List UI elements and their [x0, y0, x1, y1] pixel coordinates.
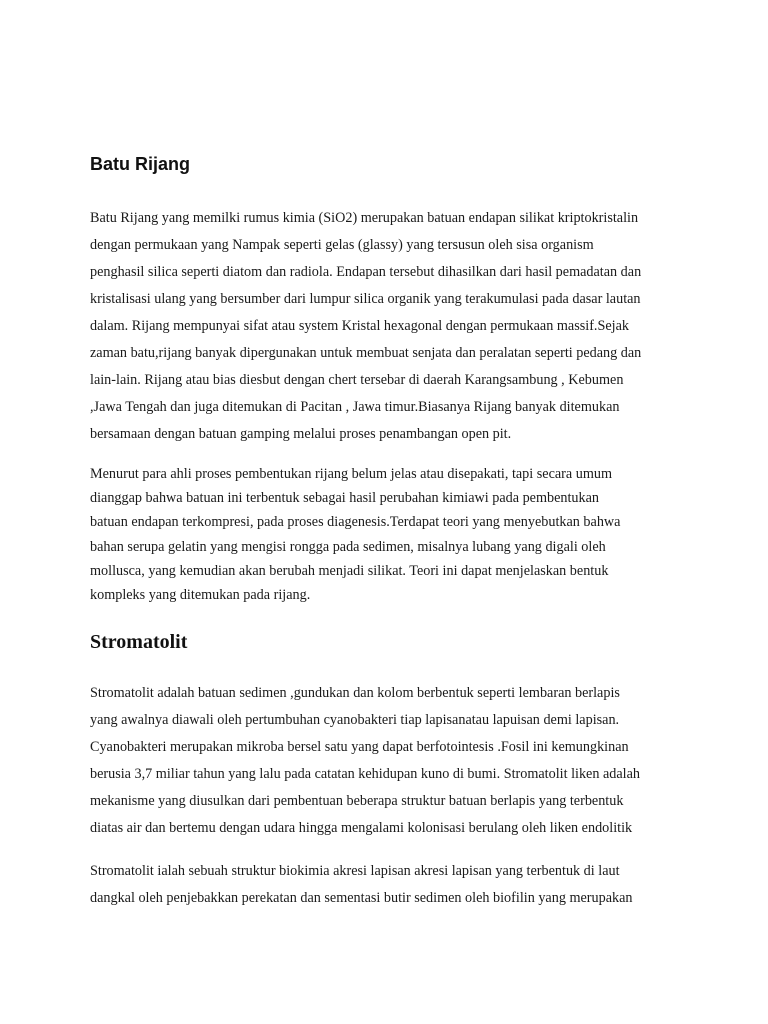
paragraph-batu-rijang-definition: [90, 205, 680, 448]
paragraph-stromatolit-structure: [90, 858, 680, 912]
text-line: dalam. Rijang mempunyai sifat atau system Kristal hexagonal dengan permukaan massif.Sejak: [90, 318, 629, 334]
text-line: ,Jawa Tengah dan juga ditemukan di Pacitan , Jawa timur.Biasanya Rijang banyak ditemukan: [90, 399, 620, 415]
text-line: mollusca, yang kemudian akan berubah menjadi silikat. Teori ini dapat menjelaskan bentuk: [90, 562, 609, 579]
text-line: lain-lain. Rijang atau bias diesbut dengan chert tersebar di daerah Karangsambung , Kebumen: [90, 372, 624, 388]
text-line: diatas air dan bertemu dengan udara hingga mengalami kolonisasi berulang oleh liken endolitik: [90, 820, 633, 836]
text-line: Batu Rijang yang memilki rumus kimia (SiO2) merupakan batuan endapan silikat kriptokristalin: [90, 210, 639, 226]
text-line: Stromatolit adalah batuan sedimen ,gundukan dan kolom berbentuk seperti lembaran berlapis: [90, 685, 620, 701]
text-line: dianggap bahwa batuan ini terbentuk sebagai hasil perubahan kimiawi pada pembentukan: [90, 490, 600, 507]
paragraph-stromatolit-definition: [90, 680, 680, 842]
text-line: penghasil silica seperti diatom dan radiola. Endapan tersebut dihasilkan dari hasil pemadatan dan: [90, 264, 642, 280]
text-line: mekanisme yang diusulkan dari pembentuan beberapa struktur batuan berlapis yang terbentuk: [90, 793, 624, 809]
text-line: Cyanobakteri merupakan mikroba bersel satu yang dapat berfotointesis .Fosil ini kemungkinan: [90, 739, 629, 755]
section-heading-batu-rijang: Batu Rijang: [90, 154, 191, 174]
text-line: Menurut para ahli proses pembentukan rijang belum jelas atau disepakati, tapi secara umum: [90, 466, 613, 482]
text-line: kompleks yang ditemukan pada rijang.: [90, 587, 311, 604]
text-line: batuan endapan terkompresi, pada proses diagenesis.Terdapat teori yang menyebutkan bahwa: [90, 514, 621, 531]
text-line: Stromatolit ialah sebuah struktur biokimia akresi lapisan akresi lapisan yang terbentuk di laut: [90, 863, 620, 879]
text-line: bahan serupa gelatin yang mengisi rongga pada sedimen, misalnya lubang yang digali oleh: [90, 538, 606, 555]
text-line: yang awalnya diawali oleh pertumbuhan cyanobakteri tiap lapisanatau lapuisan demi lapisan.: [90, 712, 620, 728]
text-line: zaman batu,rijang banyak dipergunakan untuk membuat senjata dan peralatan seperti pedang dan: [90, 345, 642, 361]
text-line: kristalisasi ulang yang bersumber dari lumpur silica organik yang terakumulasi pada dasar lautan: [90, 291, 641, 307]
text-line: berusia 3,7 miliar tahun yang lalu pada catatan kehidupan kuno di bumi. Stromatolit liken adalah: [90, 766, 641, 782]
section-heading-stromatolit: Stromatolit: [90, 631, 188, 653]
text-line: dengan permukaan yang Nampak seperti gelas (glassy) yang tersusun oleh sisa organism: [90, 237, 594, 253]
text-line: dangkal oleh penjebakkan perekatan dan sementasi butir sedimen oleh biofilin yang merupakan: [90, 890, 633, 906]
text-line: bersamaan dengan batuan gamping melalui proses penambangan open pit.: [90, 426, 512, 442]
paragraph-batu-rijang-formation: [90, 462, 680, 607]
